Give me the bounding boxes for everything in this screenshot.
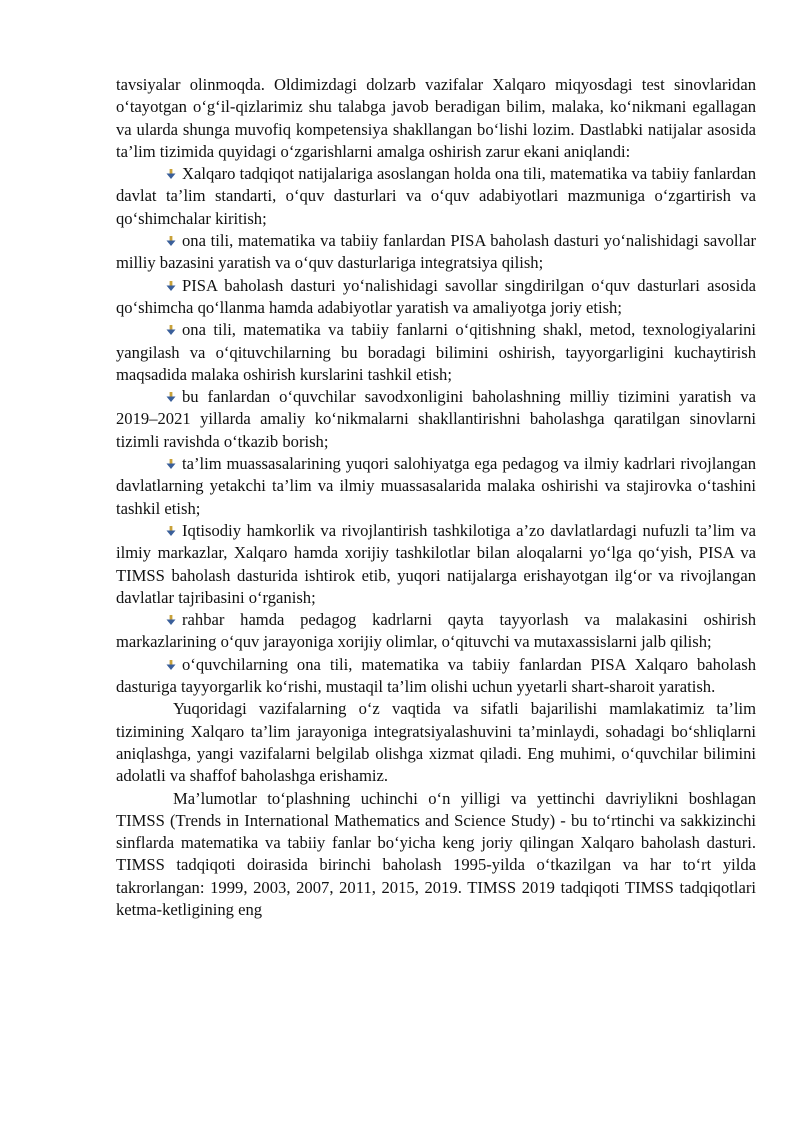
down-arrow-icon	[166, 281, 176, 291]
down-arrow-icon	[166, 325, 176, 335]
intro-paragraph: tavsiyalar olinmoqda. Oldimizdagi dolzarb vazifalar Xalqaro miqyosdagi test sinovlaridan o‘tayotgan o‘g‘il-qizlarimiz shu talabga javob beradigan bilim, malaka, ko‘nikmani egallagan va ularda shunga muvofiq kompetensiya shakllangan bo‘lishi lozim. Dastlabki natijalar asosida ta’lim tizimida quyidagi o‘zgarishlarni amalga oshirish zarur ekani aniqlandi:	[116, 75, 756, 161]
down-arrow-icon	[166, 236, 176, 246]
bullet-item	[116, 230, 756, 275]
bullet-item	[116, 609, 756, 654]
bullet-text: Xalqaro tadqiqot natijalariga asoslangan holda ona tili, matematika va tabiiy fanlardan davlat ta’lim standarti, o‘quv dasturlari va o‘quv adabiyotlari mazmuniga o‘zgartirish va qo‘shimchalar kiritish;	[116, 164, 756, 228]
bullet-item	[116, 319, 756, 386]
down-arrow-icon	[166, 526, 176, 536]
down-arrow-icon	[166, 615, 176, 625]
down-arrow-icon	[166, 392, 176, 402]
bullet-text: PISA baholash dasturi yo‘nalishidagi savollar singdirilgan o‘quv dasturlari asosida qo‘shimcha qo‘llanma hamda adabiyotlar yaratish va amaliyotga joriy etish;	[116, 275, 756, 317]
bullet-text: bu fanlardan o‘quvchilar savodxonligini baholashning milliy tizimini yaratish va 2019–2021 yillarda amaliy ko‘nikmalarni shakllantirishni baholashga qaratilgan sinovlarni tizimli ravishda o‘tkazib borish;	[116, 387, 756, 451]
paragraph-3: Ma’lumotlar to‘plashning uchinchi o‘n yilligi va yettinchi davriylikni boshlagan TIMSS (Trends in International Mathematics and Science Study) - bu to‘rtinchi va sakkizinchi sinflarda matematika va tabiiy fanlar bo‘yicha keng joriy qilingan Xalqaro baholash dasturi. TIMSS tadqiqoti doirasida birinchi baholash 1995-yilda o‘tkazilgan va har to‘rt yilda takrorlangan: 1999, 2003, 2007, 2011, 2015, 2019. TIMSS 2019 tadqiqoti TIMSS tadqiqotlari ketma-ketligining eng	[116, 788, 756, 919]
document-page	[116, 74, 756, 921]
bullet-list	[116, 163, 756, 698]
bullet-item	[116, 520, 756, 609]
bullet-text: ona tili, matematika va tabiiy fanlarni o‘qitishning shakl, metod, texnologiyalarini yangilash va o‘qituvchilarning bu boradagi bilimini oshirish, tayyorgarligini kuchaytirish maqsadida malaka oshirish kurslarini tashkil etish;	[116, 320, 756, 384]
bullet-item	[116, 453, 756, 520]
bullet-item	[116, 386, 756, 453]
bullet-text: ona tili, matematika va tabiiy fanlardan PISA baholash dasturi yo‘nalishidagi savollar milliy bazasini yaratish va o‘quv dasturlariga integratsiya qilish;	[116, 231, 756, 273]
down-arrow-icon	[166, 169, 176, 179]
down-arrow-icon	[166, 660, 176, 670]
bullet-text: ta’lim muassasalarining yuqori salohiyatga ega pedagog va ilmiy kadrlari rivojlangan davlatlarning yetakchi ta’lim va ilmiy muassasalarida malaka oshirishi va stajirovka o‘tashini tashkil etish;	[116, 454, 756, 518]
bullet-item	[116, 275, 756, 320]
bullet-item	[116, 163, 756, 230]
bullet-item	[116, 654, 756, 699]
down-arrow-icon	[166, 459, 176, 469]
bullet-text: rahbar hamda pedagog kadrlarni qayta tayyorlash va malakasini oshirish markazlarining o‘quv jarayoniga xorijiy olimlar, o‘qituvchi va mutaxassislarni jalb qilish;	[116, 610, 756, 652]
bullet-text: Iqtisodiy hamkorlik va rivojlantirish tashkilotiga a’zo davlatlardagi nufuzli ta’lim va ilmiy markazlar, Xalqaro hamda xorijiy tashkilotlar bilan aloqalarni yo‘lga qo‘yish, PISA va TIMSS baholash dasturida ishtirok etib, yuqori natijalarga erishayotgan ilg‘or va rivojlangan davlatlar tajribasini o‘rganish;	[116, 520, 756, 607]
bullet-text: o‘quvchilarning ona tili, matematika va tabiiy fanlardan PISA Xalqaro baholash dasturiga tayyorgarlik ko‘rishi, mustaqil ta’lim olishi uchun yyetarli shart-sharoit yaratish.	[116, 654, 756, 697]
paragraph-2: Yuqoridagi vazifalarning o‘z vaqtida va sifatli bajarilishi mamlakatimiz ta’lim tizimining Xalqaro ta’lim jarayoniga integratsiyalashuvini ta’minlaydi, sohadagi bo‘shliqlarni aniqlashga, yangi vazifalarni belgilab olishga xizmat qiladi. Eng muhimi, o‘quvchilar bilimini adolatli va shaffof baholashga erishamiz.	[116, 699, 756, 786]
